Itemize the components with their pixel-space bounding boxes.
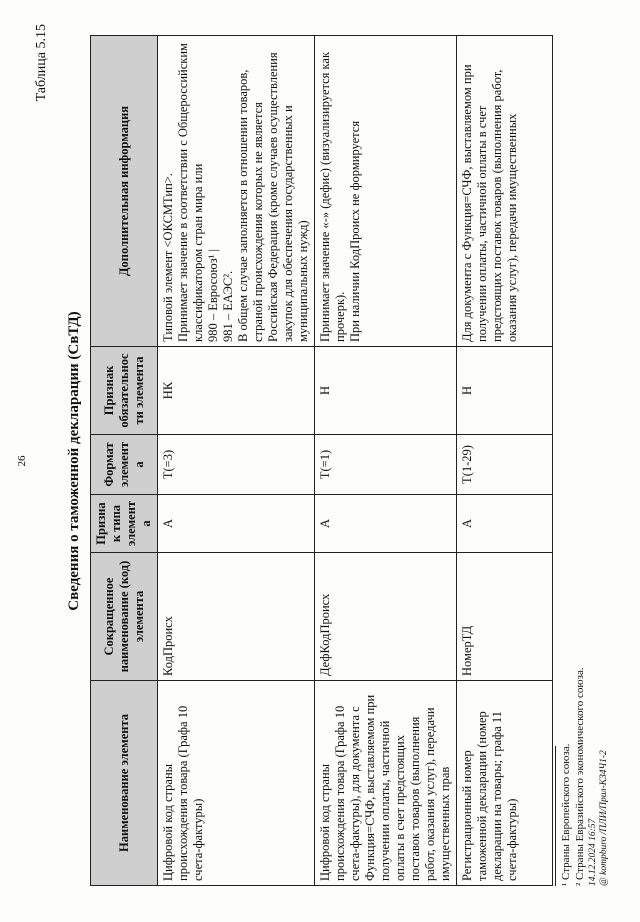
table-row [315, 36, 457, 886]
cell-type: А [315, 495, 457, 553]
cell-name: Регистрационный номер таможенной декларации (номер декларации на товары; графа 11 счета-фактуры) [457, 681, 553, 886]
stamp-line-2: @ kompburo /ПЛИ/Прил-КЗ4Ч1-2 [599, 750, 610, 886]
page-number: 26 [16, 455, 28, 467]
footnote-divider [555, 746, 556, 886]
table-row [457, 36, 553, 886]
cell-name: Цифровой код страны происхождения товара (Графа 10 счета-фактуры), для документа с Функция=СЧФ, выставляемом при получении оплаты, частичной оплаты в счет предстоящих поставок товаров (выполнения работ, оказания услуг), передачи имущественных прав [315, 681, 457, 886]
header-name: Наименование элемента [91, 681, 158, 886]
cell-code: НомерТД [457, 553, 553, 681]
cell-format: Т(1-29) [457, 435, 553, 495]
cell-required: Н [457, 347, 553, 435]
header-required: Признак обязательности элемента [91, 347, 158, 435]
info-line: Для документа с Функция=СЧФ, выставляемом при получении оплаты, частичной оплаты в счет предстоящих поставок товаров (выполнения работ, оказания услуг), передачи имущественных [460, 64, 519, 342]
header-info: Дополнительная информация [91, 36, 158, 347]
cell-format: Т(=1) [315, 435, 457, 495]
info-line: При наличии КодПроисх не формируется [348, 120, 362, 342]
info-line: Принимает значение «-» (дефис) (визуализируется как прочерк). [318, 51, 347, 342]
cell-name: Цифровой код страны происхождения товара (Графа 10 счета-фактуры) [158, 681, 315, 886]
cell-type: А [457, 495, 553, 553]
table-row [158, 36, 315, 886]
cell-required: Н [315, 347, 457, 435]
cell-code: ДефКодПроисх [315, 553, 457, 681]
info-line: Принимает значение в соответствии с Общероссийским классификатором стран мира или [176, 43, 205, 342]
header-format: Формат элемента [91, 435, 158, 495]
stamp-line-1: 14.12.2024 16:57 [587, 818, 598, 886]
header-type: Признак типа элемента [91, 495, 158, 553]
cell-type: А [158, 495, 315, 553]
header-code: Сокращенное наименование (код) элемента [91, 553, 158, 681]
elements-table [90, 35, 553, 886]
cell-info [158, 36, 315, 347]
footnotes [555, 286, 611, 886]
table-caption: Сведения о таможенной декларации (СвТД) [66, 311, 82, 611]
cell-info [457, 36, 553, 347]
info-line: 981 – ЕАЭС². [221, 270, 235, 342]
info-line: Типовой элемент <ОКСМТип>. [161, 173, 175, 342]
cell-code: КодПроисх [158, 553, 315, 681]
footnote-2: ² Страны Евразийского экономического союза. [573, 667, 586, 886]
cell-info [315, 36, 457, 347]
footnote-1: ¹ Страны Европейского союза. [560, 743, 572, 886]
cell-required: НК [158, 347, 315, 435]
cell-format: Т(=3) [158, 435, 315, 495]
info-line: 980 – Евросоюз¹ | [206, 248, 220, 342]
table-number: Таблица 5.15 [34, 24, 49, 102]
table-header-row [91, 36, 158, 886]
info-line: В общем случае заполняется в отношении товаров, страной происхождения которых не является Российская Федерация (кроме случаев осуществления закупок для обеспечения государственных и муниципальных нужд) [236, 52, 310, 342]
